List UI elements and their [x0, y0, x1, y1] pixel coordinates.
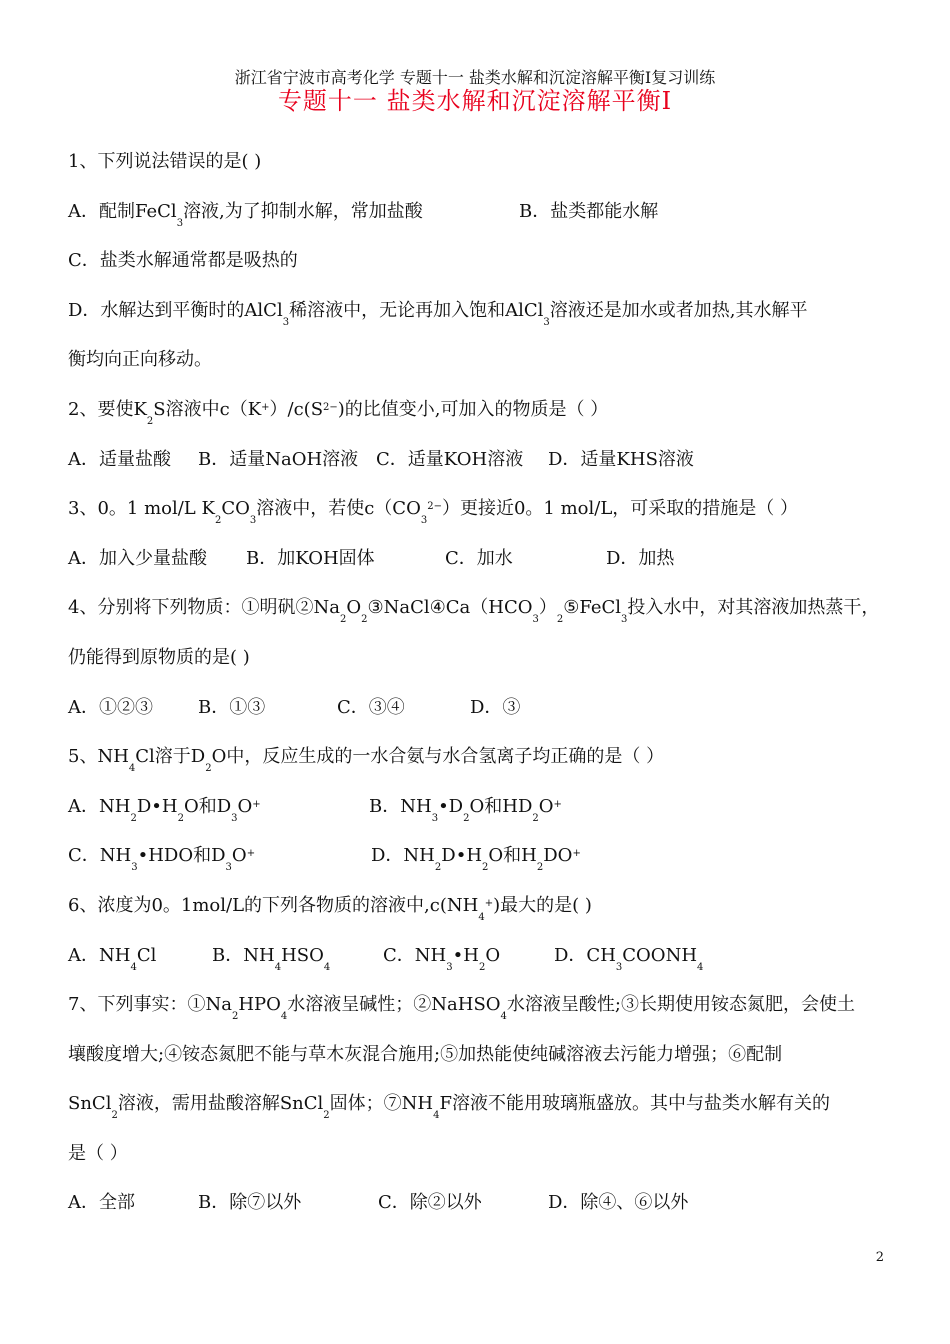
- page-title: 专题十一 盐类水解和沉淀溶解平衡Ⅰ: [277, 87, 673, 115]
- option-b: B．除⑦以外: [198, 1192, 302, 1214]
- option-d: D．水解达到平衡时的AlCl$_3$稀溶液中，无论再加入饱和AlCl$_3$溶液还是加水或者加热,其水解平: [68, 299, 808, 328]
- option-d: D．加热: [606, 547, 675, 569]
- question-1-stem: 1、下列说法错误的是( ): [68, 151, 262, 172]
- question-5-stem: 5、$NH_4Cl$溶于$D_2O$中，反应生成的一水合氨与水合氢离子均正确的是（ ）: [68, 746, 665, 775]
- option-c: C．加水: [445, 547, 513, 569]
- option-a: A．适量盐酸: [68, 448, 171, 470]
- option-a: A．全部: [68, 1192, 135, 1214]
- option-d-continued: 衡均向正向移动。: [68, 349, 212, 371]
- option-c: C．$NH_3•H_2O$: [383, 944, 501, 973]
- question-5-options-cd: [68, 831, 886, 881]
- option-a: A．配制FeCl$_3$溶液,为了抑制水解，常加盐酸: [68, 200, 423, 229]
- option-a: A．加入少量盐酸: [68, 547, 207, 569]
- option-a: A．$NH_2D•H_2O$和$D_3O^+$: [68, 795, 261, 824]
- question-3-options: [68, 534, 886, 584]
- option-b: B．适量NaOH溶液: [198, 448, 359, 470]
- question-7-stem-line-3: SnCl$_2$溶液，需用盐酸溶解SnCl$_2$固体；$⑦NH_4F$溶液不能用玻璃瓶盛放。其中与盐类水解有关的: [68, 1093, 830, 1122]
- page-header: 浙江省宁波市高考化学 专题十一 盐类水解和沉淀溶解平衡Ⅰ复习训练: [234, 68, 716, 87]
- option-c: C．盐类水解通常都是吸热的: [68, 250, 298, 272]
- option-c: C．③④: [337, 696, 405, 718]
- question-6-options: [68, 931, 886, 981]
- question-7-stem-line-4: 是（ ）: [68, 1142, 128, 1164]
- question-2-stem: 2、要使$K_2S$溶液中$c(K^+)/c(S^{2-})$的比值变小,可加入的物质是（ ）: [68, 398, 609, 427]
- question-2-options: [68, 435, 886, 485]
- question-4-stem: 4、分别将下列物质：①明矾$②Na_2O_2③NaCl④Ca(HCO_3)_2⑤FeCl_3$投入水中，对其溶液加热蒸干，: [68, 597, 880, 626]
- option-d: D．适量KHS溶液: [548, 448, 694, 470]
- option-d: D．$CH_3COONH_4$: [554, 944, 704, 973]
- question-list: [68, 137, 886, 1228]
- option-a: A．①②③: [68, 696, 153, 718]
- option-c: C．适量KOH溶液: [376, 448, 524, 470]
- option-b: B．①③: [198, 696, 266, 718]
- page-number: 2: [875, 1250, 884, 1265]
- option-b: B．$NH_3•D_2O$和$HD_2O^+$: [369, 795, 562, 824]
- option-b: B．$NH_4HSO_4$: [212, 944, 331, 973]
- option-d: D．除④、⑥以外: [548, 1192, 689, 1214]
- option-c: C．$NH_3•HDO$和$D_3O^+$: [68, 845, 256, 874]
- option-a: A．$NH_4Cl$: [68, 944, 157, 973]
- option-c: C．除②以外: [378, 1192, 482, 1214]
- question-4-stem-continued: 仍能得到原物质的是( ): [68, 646, 250, 668]
- question-7-stem-line-2: 壤酸度增大;④铵态氮肥不能与草木灰混合施用;⑤加热能使纯碱溶液去污能力增强；⑥配制: [68, 1043, 783, 1065]
- option-d: D．③: [470, 696, 521, 718]
- question-7-options: [68, 1178, 886, 1228]
- question-6-stem: 6、浓度为0。1mol/L的下列各物质的溶液中$,c(NH_4^+)$最大的是( ): [68, 894, 592, 923]
- option-d: D．$NH_2D•H_2O$和$H_2DO^+$: [371, 845, 581, 874]
- question-3-stem: 3、0。1 mol/L $K_2CO_3$溶液中，若使$c(CO_3^{2-})$更接近0。1 mol/L，可采取的措施是（ ）: [68, 498, 798, 527]
- option-b: B．盐类都能水解: [519, 200, 659, 222]
- question-4-options: [68, 683, 886, 733]
- option-b: B．加KOH固体: [246, 547, 375, 569]
- question-1-options-ab: [68, 187, 886, 237]
- question-5-options-ab: [68, 782, 886, 832]
- question-7-stem: 7、下列事实：$①Na_2HPO_4$水溶液呈碱性；②NaHSO$_4$水溶液呈酸性;③长期使用铵态氮肥，会使土: [68, 994, 855, 1023]
